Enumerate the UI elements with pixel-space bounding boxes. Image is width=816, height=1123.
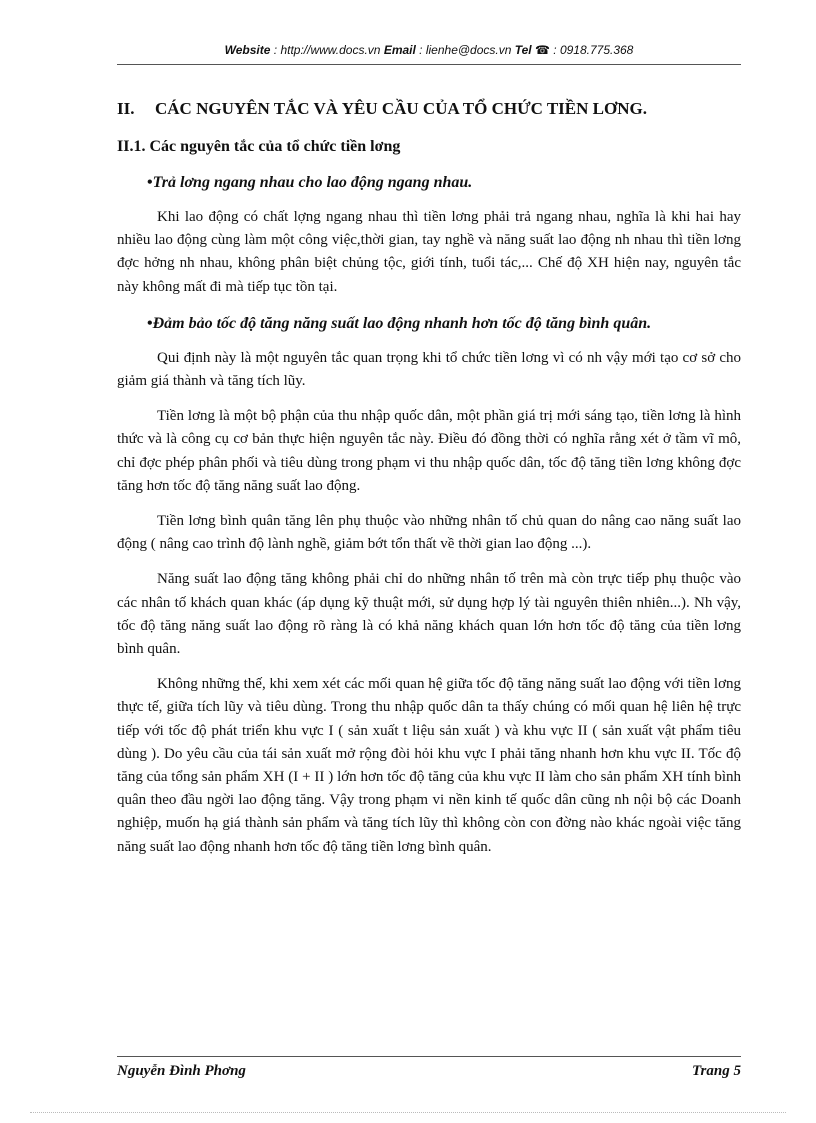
principle-1-paragraph: Khi lao động có chất lợng ngang nhau thì tiền lơng phải trả ngang nhau, nghĩa là khi hai hay nhiều lao động cùng làm một công việc,thời gian, tay nghề và năng suất lao động nh nhau thì tiền lơng đợc hởng nh nhau, không phân biệt chủng tộc, giới tính, tuổi tác,... Chế độ XH hiện nay, nguyên tắc này không mất đi mà tiếp tục tồn tại. [117, 209, 741, 295]
tel-value: ☎ : 0918.775.368 [531, 43, 634, 57]
section-number: II. [117, 99, 135, 118]
principle-2-heading [147, 313, 741, 335]
footer-page-number: Trang 5 [691, 1063, 741, 1079]
principle-1-heading [147, 172, 741, 194]
email-value: : lienhe@docs.vn [415, 43, 515, 57]
website-label: Website [224, 43, 271, 57]
document-body [117, 90, 741, 859]
section-title [117, 96, 741, 122]
email-label: Email [383, 43, 416, 57]
principle-2-paragraph: Tiền lơng bình quân tăng lên phụ thuộc vào những nhân tố chủ quan do nâng cao năng suất lao động ( nâng cao trình độ lành nghề, giảm bớt tổn thất về thời gian lao động ...). [117, 513, 741, 553]
principle-2-paragraph: Không những thế, khi xem xét các mối quan hệ giữa tốc độ tăng năng suất lao động với tiền lơng thực tế, giữa tích lũy và tiêu dùng. Trong thu nhập quốc dân ta thấy chúng có mối quan hệ liên hệ trực tiếp với tốc độ phát triển khu vực I ( sản xuất t liệu sản xuất ) và khu vực II ( sản xuất vật phẩm tiêu dùng ). Do yêu cầu của tái sản xuất mở rộng đòi hỏi khu vực I phải tăng nhanh hơn khu vực II. Tốc độ tăng của tổng sản phẩm XH (I + II ) lớn hơn tốc độ tăng của khu vực II làm cho sản phẩm XH tính bình quân theo đầu ngời lao động tăng. Vậy trong phạm vi nền kinh tế quốc dân cũng nh nội bộ các Doanh nghiệp, muốn hạ giá thành sản phẩm và tăng tích lũy thì không còn con đờng nào khác ngoài việc tăng năng suất lao động nhanh hơn tốc độ tăng tiền lơng bình quân. [117, 676, 741, 855]
footer-author: Nguyễn Đình Phơng [117, 1063, 246, 1079]
website-value: : http://www.docs.vn [270, 43, 384, 57]
bullet-icon: • [147, 174, 153, 191]
subsection-title: II.1. Các nguyên tắc của tổ chức tiền lơng [117, 138, 401, 155]
tel-label: Tel [514, 43, 532, 57]
bottom-divider [30, 1112, 786, 1113]
principle-2-paragraph: Tiền lơng là một bộ phận của thu nhập quốc dân, một phần giá trị mới sáng tạo, tiền lơng là hình thức và là công cụ cơ bản thực hiện nguyên tắc này. Điều đó đồng thời có nghĩa rằng xét ở tầm vĩ mô, chỉ đợc phép phân phối và tiêu dùng trong phạm vi thu nhập quốc dân, tốc độ tăng tiền lơng không đợc tăng hơn tốc độ tăng năng suất lao động. [117, 408, 741, 494]
page-header [117, 40, 741, 65]
principle-2-paragraph: Qui định này là một nguyên tắc quan trọng khi tổ chức tiền lơng vì có nh vậy mới tạo cơ sở cho giảm giá thành và tăng tích lũy. [117, 349, 741, 390]
principle-1-heading-text: Trả lơng ngang nhau cho lao động ngang nhau. [152, 174, 473, 191]
principle-2-heading-text: Đảm bảo tốc độ tăng năng suất lao động nhanh hơn tốc độ tăng bình quân. [152, 314, 652, 332]
principle-2-paragraph: Năng suất lao động tăng không phải chỉ do những nhân tố trên mà còn trực tiếp phụ thuộc vào các nhân tố khách quan khác (áp dụng kỹ thuật mới, sử dụng hợp lý tài nguyên thiên nhiên...). Nh vậy, tốc độ tăng năng suất lao động rõ ràng là có khả năng khách quan lớn hơn tốc độ tăng của tiền lơng bình quân. [117, 571, 741, 658]
bullet-icon: • [147, 314, 153, 332]
page-footer [117, 1056, 741, 1079]
section-title-text: CÁC NGUYÊN TẮC VÀ YÊU CẦU CỦA TỔ CHỨC TIỀN LƠNG. [155, 99, 647, 118]
